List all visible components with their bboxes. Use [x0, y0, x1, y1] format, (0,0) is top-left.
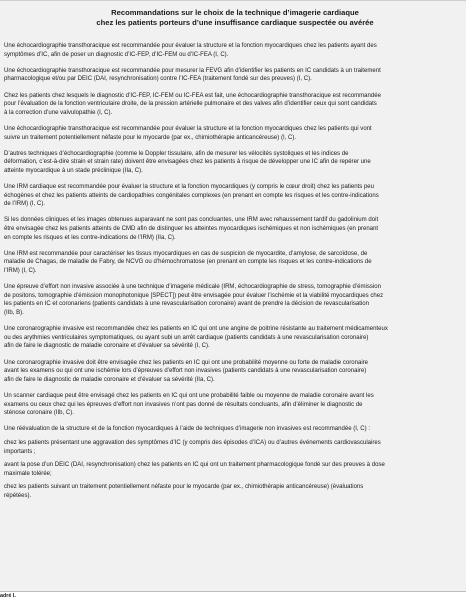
recommendation-paragraph — [4, 461, 466, 478]
paragraph-line: suivre un traitement potentiellement néfaste pour le myocarde (par ex., chimiothérapie anticancéreuse) (I, C). — [4, 134, 297, 141]
paragraph-line: chez les patients présentant une aggravation des symptômes d’IC (y compris des épisodes d’ICA) ou d’autres événements cardiovasculaires — [4, 439, 381, 446]
paragraph-line: échogènes et chez les patients atteints de cardiopathies congénitales complexes (en prenant en compte les risques et les contre-indications — [4, 192, 379, 199]
paragraph-line: être envisagée chez les patients atteints de CMD afin de distinguer les atteintes myocardiques ischémiques et non ischémiques (en prenant — [4, 226, 379, 233]
paragraph-line: sténose coronaire (IIb, C). — [4, 410, 74, 417]
recommendation-paragraph — [4, 183, 466, 209]
paragraph-line: à la correction d’une valvulopathie (I, C). — [4, 109, 113, 116]
recommendation-paragraph — [4, 216, 466, 242]
paragraph-line: chez les patients suivant un traitement potentiellement néfaste pour le myocarde (par ex., chimiothérapie anticancéreuse) (évaluations — [4, 484, 364, 491]
recommendation-paragraph — [4, 359, 466, 385]
paragraph-line: déformation, c’est-à-dire strain et strain rate) doivent être envisagées chez les patients à risque de développer une IC afin de repérer une — [4, 159, 371, 166]
paragraph-line: maximale tolérée; — [4, 470, 52, 477]
paragraph-line: Une échocardiographie transthoracique est recommandée pour évaluer la structure et la fonction myocardiques chez les patients qui vont — [4, 125, 372, 132]
paragraph-line: Chez les patients chez lesquels le diagnostic d’IC-FEP, IC-FEM ou IC-FEA est fait, une échocardiographie transthoracique est recommandée — [4, 92, 381, 99]
paragraph-line: (IIb, B). — [4, 310, 24, 316]
recommendation-paragraph — [4, 42, 466, 59]
box-title — [0, 8, 466, 28]
paragraph-line: Une coronarographie invasive est recommandée chez les patients en IC qui ont une angine de poitrine résistante au traitement médicamenteux — [4, 326, 388, 333]
recommendation-paragraph — [4, 439, 466, 456]
paragraph-line: Un scanner cardiaque peut être envisagé chez les patients en IC qui ont une probabilité faible ou moyenne de maladie coronaire avant les — [4, 392, 374, 399]
paragraph-line: pour l’évaluation de la fonction ventriculaire droite, de la pression artérielle pulmonaire et des valves afin d’identifier ceux qui sont candidats — [4, 101, 377, 108]
paragraph-line: pharmacologique et/ou par DEIC (DAI, resynchronisation) contre l’IC-FEA (traitement fondé sur des preuves) (I, C). — [4, 76, 312, 83]
paragraph-line: Une échocardiographie transthoracique est recommandée pour mesurer la FEVG afin d’identifier les patients en IC candidats à un traitement — [4, 67, 381, 74]
recommendation-paragraph — [4, 67, 466, 84]
recommendation-paragraph — [4, 425, 466, 434]
title-line-2: chez les patients porteurs d’une insuffisance cardiaque suspectée ou avérée — [96, 18, 374, 27]
paragraph-line: afin de faire le diagnostic de maladie coronaire et d’évaluer sa sévérité (I, C). — [4, 343, 210, 350]
paragraph-line: importants ; — [4, 448, 36, 455]
paragraph-line: de positons, tomographie d’émission monophotonique [SPECT]) peut être envisagée pour évaluer l’ischémie et la viabilité myocardiques chez — [4, 292, 384, 299]
recommendation-paragraph — [4, 283, 466, 317]
paragraph-line: D’autres techniques d’échocardiographie (comme le Doppler tissulaire, afin de mesurer les vélocités systoliques et les indices de — [4, 150, 349, 157]
recommendation-paragraph — [4, 125, 466, 142]
paragraph-line: l’IRM) (I, C). — [4, 268, 37, 275]
recommendation-paragraph — [4, 483, 466, 500]
recommendation-paragraph — [4, 150, 466, 176]
recommendation-paragraph — [4, 325, 466, 351]
paragraph-line: répétées). — [4, 492, 32, 499]
paragraph-line: examens ou ceux chez qui les épreuves d’effort non invasives n’ont pas donné de résultats concluants, afin d’éliminer le diagnostic de — [4, 401, 363, 408]
paragraph-line: en compte les risques et les contre-indications de l’IRM) (IIa, C). — [4, 234, 176, 241]
paragraph-line: les patients en IC et coronariens (patients candidats à une revascularisation coronaire) avant de prendre la décision de revascularisation — [4, 301, 370, 308]
paragraph-line: atteinte myocardique à un stade préclinique (IIa, C). — [4, 167, 143, 174]
paragraph-line: Une coronarographie invasive doit être envisagée chez les patients en IC qui ont une probabilité moyenne ou forte de maladie coronaire — [4, 359, 369, 366]
recommendation-paragraph — [4, 392, 466, 418]
paragraph-line: Si les données cliniques et les images obtenues auparavant ne sont pas concluantes, une IRM avec rehaussement tardif du gadolinium doit — [4, 217, 379, 224]
recommendations-body — [0, 42, 466, 500]
paragraph-line: symptômes d’IC, afin de poser un diagnostic d’IC-FEP, d’IC-FEM ou d’IC-FEA (I, C). — [4, 51, 229, 58]
paragraph-line: Une IRM est recommandée pour caractériser les tissus myocardiques en cas de suspicion de myocardite, d’amylose, de sarcoïdose, de — [4, 250, 368, 257]
paragraph-line: maladie de Chagas, de maladie de Fabry, de NCVG ou d’hémochromatose (en prenant en compte les risques et les contre-indications de — [4, 259, 372, 266]
paragraph-line: Une IRM cardiaque est recommandée pour évaluer la structure et la fonction myocardiques (y compris le cœur droit) chez les patients peu — [4, 184, 375, 191]
paragraph-line: Une échocardiographie transthoracique est recommandée pour évaluer la structure et la fonction myocardiques chez les patients ayant des — [4, 43, 377, 49]
box-caption: adré I. — [0, 593, 16, 599]
paragraph-line: Une épreuve d’effort non invasive associée à une technique d’imagerie médicale (IRM, échocardiographie de stress, tomographie d’émission — [4, 284, 382, 291]
title-line-1: Recommandations sur le choix de la technique d’imagerie cardiaque — [111, 8, 359, 17]
paragraph-line: avant les examens ou qui ont une ischémie lors d’épreuves d’effort non invasives (patients candidats à une revascularisation coronaire) — [4, 368, 367, 375]
recommendation-paragraph — [4, 92, 466, 118]
paragraph-line: afin de faire le diagnostic de maladie coronaire et d’évaluer sa sévérité (IIa, C). — [4, 376, 215, 383]
paragraph-line: de l’IRM) (I, C). — [4, 201, 45, 208]
recommendation-paragraph — [4, 250, 466, 276]
paragraph-line: Une réévaluation de la structure et de la fonction myocardiques à l’aide de techniques d’imagerie non invasives est recommandée (I, C) : — [4, 426, 371, 433]
paragraph-line: avant la pose d’un DEIC (DAI, resynchronisation) chez les patients en IC qui ont un traitement pharmacologique fondé sur des preuves à dose — [4, 462, 385, 469]
paragraph-line: ou des arythmies ventriculaires symptomatiques, ou ayant subi un arrêt cardiaque (patients candidats à une revascularisation coronaire) — [4, 334, 369, 341]
